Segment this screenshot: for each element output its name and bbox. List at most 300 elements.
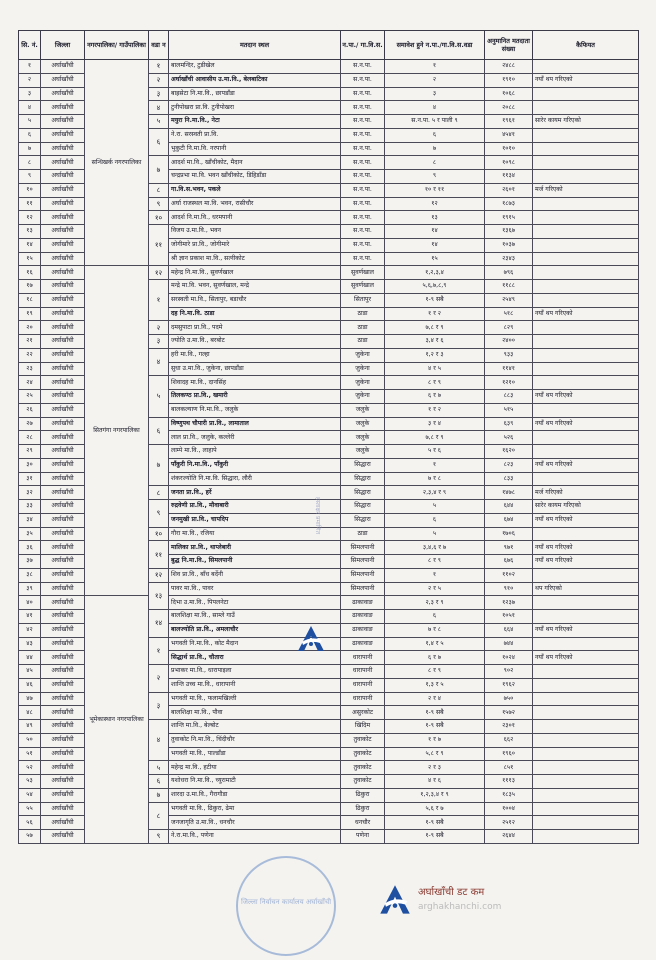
cell-remarks [533, 775, 639, 789]
cell-district: अर्घाखाँची [41, 720, 85, 734]
cell-type: स.न.पा. [341, 115, 385, 129]
cell-center: ने.रा.मा.वि., पणेना [169, 830, 341, 844]
cell-ward: ११ [149, 225, 169, 266]
cell-included: १ [385, 568, 485, 582]
cell-center: अर्घाखाँची आवासीय उ.मा.वि., बेलबाटिका [169, 73, 341, 87]
cell-voters: १०२४ [485, 651, 533, 665]
cell-ward: २ [149, 321, 169, 335]
cell-remarks [533, 335, 639, 349]
cell-remarks [533, 692, 639, 706]
cell-district: अर्घाखाँची [41, 610, 85, 624]
cell-district: अर्घाखाँची [41, 486, 85, 500]
cell-sn: ५ [19, 115, 41, 129]
table-body [19, 60, 639, 844]
cell-district: अर्घाखाँची [41, 183, 85, 197]
cell-center: गा.वि.स.भवन, पकले [169, 183, 341, 197]
cell-center: ने.रा. सरस्वती प्रा.वि. [169, 128, 341, 142]
cell-type: सिद्धारा [341, 458, 385, 472]
cell-center: पाँकुरी नि.मा.वि., पाँकुरी [169, 458, 341, 472]
cell-included: १-९ सबै [385, 816, 485, 830]
cell-sn: १६ [19, 266, 41, 280]
cell-remarks: नयाँ थप गरिएको [533, 623, 639, 637]
cell-included: १ र २ [385, 403, 485, 417]
cell-sn: ३४ [19, 513, 41, 527]
cell-voters: २५१२ [485, 816, 533, 830]
cell-voters: २४८८ [485, 60, 533, 74]
cell-included: ५ [385, 527, 485, 541]
cell-remarks [533, 87, 639, 101]
cell-remarks [533, 101, 639, 115]
cell-remarks [533, 197, 639, 211]
cell-sn: २६ [19, 403, 41, 417]
cell-included: ३ [385, 87, 485, 101]
cell-type: सितापुर [341, 293, 385, 307]
cell-remarks [533, 431, 639, 445]
cell-center: सरस्वती मा.वि., सितापुर, बडाचौर [169, 293, 341, 307]
cell-remarks [533, 830, 639, 844]
cell-type: ठाडा [341, 335, 385, 349]
cell-included: १० र ११ [385, 183, 485, 197]
cell-included: स.न.पा. ५ र पाली ९ [385, 115, 485, 129]
header-remarks: कैफियत [533, 31, 639, 60]
cell-included: ७ र ८ [385, 623, 485, 637]
cell-remarks [533, 761, 639, 775]
cell-district: अर्घाखाँची [41, 788, 85, 802]
cell-sn: ११ [19, 197, 41, 211]
cell-voters: १२३७ [485, 596, 533, 610]
cell-included: ८ र ९ [385, 665, 485, 679]
cell-included: ७,८ र ९ [385, 321, 485, 335]
cell-included: १-९ सबै [385, 706, 485, 720]
cell-voters: १९१५ [485, 211, 533, 225]
cell-remarks [533, 596, 639, 610]
cell-voters: १४७८ [485, 486, 533, 500]
cell-center: सिद्धार्थ प्रा.वि., चौतारा [169, 651, 341, 665]
cell-included: ५ र ६ [385, 445, 485, 459]
cell-ward: ८ [149, 486, 169, 500]
cell-type: स.न.पा. [341, 183, 385, 197]
cell-center: जोगीमारे प्रा.वि., जोगीमारे [169, 238, 341, 252]
cell-district: अर्घाखाँची [41, 747, 85, 761]
cell-type: तुवाकोट [341, 775, 385, 789]
cell-included: ७,८ र ९ [385, 431, 485, 445]
cell-voters: २३०१ [485, 720, 533, 734]
cell-ward: ४ [149, 348, 169, 376]
cell-district: अर्घाखाँची [41, 238, 85, 252]
cell-center: भगवती नि.मा.वि., कोट मैदान [169, 637, 341, 651]
cell-center: श्री ज्ञान प्रकाश मा.वि., सत्नीकोट [169, 252, 341, 266]
cell-type: ठाडा [341, 321, 385, 335]
header-type: न.पा./ गा.वि.स. [341, 31, 385, 60]
cell-voters: ५१५ [485, 403, 533, 417]
cell-type: स.न.पा. [341, 156, 385, 170]
cell-sn: ५४ [19, 788, 41, 802]
cell-remarks [533, 816, 639, 830]
cell-district: अर्घाखाँची [41, 665, 85, 679]
header-ward: वडा न [149, 31, 169, 60]
table-header-row [19, 31, 639, 60]
cell-district: अर्घाखाँची [41, 761, 85, 775]
cell-voters: ६४४ [485, 500, 533, 514]
cell-included: १३ [385, 211, 485, 225]
cell-remarks [533, 706, 639, 720]
cell-district: अर्घाखाँची [41, 403, 85, 417]
cell-district: अर्घाखाँची [41, 527, 85, 541]
cell-center: आदर्श नि.मा.वि., धरमपानी [169, 211, 341, 225]
cell-voters: ७९६ [485, 266, 533, 280]
cell-voters: २३४३ [485, 252, 533, 266]
cell-included: २,३ र ९ [385, 596, 485, 610]
cell-type: धनचौर [341, 816, 385, 830]
cell-included: १४ [385, 238, 485, 252]
cell-ward: ३ [149, 87, 169, 101]
cell-included: १५ [385, 252, 485, 266]
cell-type: स.न.पा. [341, 252, 385, 266]
cell-remarks: नयाँ थप गरिएको [533, 555, 639, 569]
cell-sn: १ [19, 60, 41, 74]
cell-ward: ७ [149, 788, 169, 802]
cell-sn: १८ [19, 293, 41, 307]
cell-included: ५,६,७,८,९ [385, 280, 485, 294]
cell-sn: ३५ [19, 527, 41, 541]
cell-center: गौरा मा.वि., रजिया [169, 527, 341, 541]
cell-sn: १३ [19, 225, 41, 239]
cell-sn: ४७ [19, 692, 41, 706]
table-row [19, 596, 639, 610]
cell-remarks [533, 445, 639, 459]
cell-district: अर्घाखाँची [41, 417, 85, 431]
brand-url[interactable]: arghakhanchi.com [418, 902, 502, 912]
cell-type: ठाडा [341, 527, 385, 541]
cell-center: प्रभाकर मा.वि., धारापाइला [169, 665, 341, 679]
cell-district: अर्घाखाँची [41, 637, 85, 651]
cell-ward: १ [149, 60, 169, 74]
cell-voters: १५७२ [485, 706, 533, 720]
cell-remarks [533, 170, 639, 184]
cell-voters: १८३५ [485, 788, 533, 802]
cell-included: १,२ र ३ [385, 348, 485, 362]
cell-ward: ६ [149, 417, 169, 445]
cell-center: शिवादह मा.वि., दानसिंह [169, 376, 341, 390]
cell-district: अर्घाखाँची [41, 348, 85, 362]
cell-ward: २ [149, 73, 169, 87]
cell-sn: ५३ [19, 775, 41, 789]
cell-voters: २६०१ [485, 183, 533, 197]
cell-voters: १२१० [485, 376, 533, 390]
cell-district: अर्घाखाँची [41, 211, 85, 225]
cell-type: जुकेना [341, 362, 385, 376]
cell-voters: ११८८ [485, 280, 533, 294]
cell-voters: ८२९ [485, 321, 533, 335]
cell-included: ७ [385, 142, 485, 156]
cell-voters: १११३ [485, 775, 533, 789]
cell-remarks [533, 403, 639, 417]
cell-ward: ८ [149, 183, 169, 197]
cell-included: ६ र ७ [385, 390, 485, 404]
cell-included: ६ [385, 128, 485, 142]
cell-sn: ५६ [19, 816, 41, 830]
cell-ward: ५ [149, 761, 169, 775]
cell-type: ढाकावाङ [341, 610, 385, 624]
cell-sn: २५ [19, 390, 41, 404]
cell-sn: ५२ [19, 761, 41, 775]
stamp-text: जिल्ला निर्वाचन कार्यालय अर्घाखाँची [240, 898, 332, 906]
cell-center: बालकल्याण नि.मा.वि., जलुके [169, 403, 341, 417]
cell-ward: ९ [149, 500, 169, 528]
cell-type: पणेना [341, 830, 385, 844]
cell-included: ९ [385, 170, 485, 184]
cell-ward: १० [149, 211, 169, 225]
cell-remarks [533, 128, 639, 142]
cell-center: भगवती मा.वि., ढिकुरा, ढेमा [169, 802, 341, 816]
cell-type: ढिकुरा [341, 788, 385, 802]
cell-center: भगवती मा.वि., पाल्डाँडा [169, 747, 341, 761]
cell-sn: १० [19, 183, 41, 197]
cell-ward: १३ [149, 582, 169, 610]
brand-tagline: अर्घाखाँची डट कम [418, 887, 485, 898]
cell-district: अर्घाखाँची [41, 87, 85, 101]
cell-voters: ६७४ [485, 513, 533, 527]
cell-center: मयुरा नि.मा.वि., नेटा [169, 115, 341, 129]
cell-district: अर्घाखाँची [41, 458, 85, 472]
cell-included: ८ र ९ [385, 555, 485, 569]
cell-voters: १०९८ [485, 156, 533, 170]
cell-sn: ४४ [19, 651, 41, 665]
cell-ward: १ [149, 280, 169, 321]
cell-center: बुद्ध नि.मा.वि., सिमलपानी [169, 555, 341, 569]
cell-center: भगवती मा.वि., फलामखिल्ती [169, 692, 341, 706]
cell-included: १-९ सबै [385, 720, 485, 734]
cell-type: सिद्धारा [341, 500, 385, 514]
cell-center: महेन्द्र मा.वि., हटीया [169, 761, 341, 775]
cell-type: स.न.पा. [341, 128, 385, 142]
cell-voters: १०१० [485, 142, 533, 156]
cell-sn: १५ [19, 252, 41, 266]
cell-type: सुवर्णखाल [341, 266, 385, 280]
cell-remarks: थप गरिएको [533, 582, 639, 596]
cell-ward: १२ [149, 266, 169, 280]
cell-included: २ र ४ [385, 692, 485, 706]
cell-district: अर्घाखाँची [41, 651, 85, 665]
cell-type: तुवाकोट [341, 761, 385, 775]
cell-voters: ११०२ [485, 568, 533, 582]
cell-type: जुकेना [341, 390, 385, 404]
cell-ward: १ [149, 637, 169, 665]
cell-included: ६ [385, 513, 485, 527]
cell-included: ४ र ५ [385, 362, 485, 376]
cell-voters: ११४१ [485, 362, 533, 376]
header-voters: अनुमानित मतदाता संख्या [485, 31, 533, 60]
cell-district: अर्घाखाँची [41, 582, 85, 596]
cell-voters: ६६४ [485, 623, 533, 637]
cell-ward: १० [149, 527, 169, 541]
cell-sn: ४५ [19, 665, 41, 679]
cell-district: अर्घाखाँची [41, 128, 85, 142]
cell-voters: ५१८ [485, 307, 533, 321]
cell-included: १ र २ [385, 307, 485, 321]
cell-remarks [533, 802, 639, 816]
cell-voters: १९६२ [485, 678, 533, 692]
cell-district: अर्घाखाँची [41, 335, 85, 349]
cell-center: दह नि.मा.वि. ठाडा [169, 307, 341, 321]
cell-included: ५ [385, 500, 485, 514]
cell-voters: ५२६ [485, 431, 533, 445]
cell-type: धारापानी [341, 651, 385, 665]
polling-station-table [18, 30, 639, 844]
cell-district: अर्घाखाँची [41, 197, 85, 211]
cell-sn: ३१ [19, 472, 41, 486]
cell-district: अर्घाखाँची [41, 830, 85, 844]
cell-included: ८ [385, 156, 485, 170]
cell-sn: ४९ [19, 720, 41, 734]
cell-ward: ३ [149, 335, 169, 349]
cell-sn: ८ [19, 156, 41, 170]
cell-included: १,४ र ५ [385, 637, 485, 651]
cell-sn: ३९ [19, 582, 41, 596]
cell-voters: ७५० [485, 692, 533, 706]
cell-sn: २९ [19, 445, 41, 459]
cell-included: ४ र ६ [385, 775, 485, 789]
cell-voters: ९१० [485, 582, 533, 596]
cell-remarks [533, 362, 639, 376]
cell-type: तुवाकोट [341, 733, 385, 747]
cell-sn: ४३ [19, 637, 41, 651]
cell-ward: ९ [149, 830, 169, 844]
cell-center: टुनीपोखरा प्रा.वि. टुनीपोखरा [169, 101, 341, 115]
cell-center: विजय उ.मा.वि., भवन [169, 225, 341, 239]
cell-sn: ६ [19, 128, 41, 142]
cell-type: जलुके [341, 417, 385, 431]
cell-included: ८ र ९ [385, 376, 485, 390]
watermark-logo-icon [296, 624, 326, 654]
cell-type: सिमलपानी [341, 555, 385, 569]
cell-type: जुकेना [341, 376, 385, 390]
cell-sn: १४ [19, 238, 41, 252]
cell-remarks [533, 788, 639, 802]
cell-remarks: मर्ज गरिएको [533, 183, 639, 197]
cell-remarks [533, 238, 639, 252]
cell-district: अर्घाखाँची [41, 73, 85, 87]
cell-type: सिमलपानी [341, 568, 385, 582]
cell-sn: १९ [19, 307, 41, 321]
cell-district: अर्घाखाँची [41, 362, 85, 376]
cell-included: २,३,४ र ९ [385, 486, 485, 500]
cell-sn: ४२ [19, 623, 41, 637]
cell-sn: ५७ [19, 830, 41, 844]
cell-remarks: नयाँ थप गरिएको [533, 541, 639, 555]
cell-voters: १९६० [485, 747, 533, 761]
cell-included: ७ र ८ [385, 472, 485, 486]
cell-center: तुवाकोट नि.मा.वि., चिंदीचौर [169, 733, 341, 747]
polling-table-sheet [18, 30, 638, 870]
cell-center: लाल प्रा.वि., जलुके, कल्लेरी [169, 431, 341, 445]
cell-remarks [533, 321, 639, 335]
cell-district: अर्घाखाँची [41, 472, 85, 486]
cell-remarks [533, 568, 639, 582]
cell-remarks [533, 733, 639, 747]
cell-type: ठाडा [341, 307, 385, 321]
cell-sn: ५१ [19, 747, 41, 761]
cell-ward: ५ [149, 376, 169, 417]
cell-voters: १०५१ [485, 610, 533, 624]
cell-sn: ४ [19, 101, 41, 115]
cell-center: बाह्रसेटा नि.मा.वि., छापडाँडा [169, 87, 341, 101]
cell-voters: ८८३ [485, 390, 533, 404]
cell-voters: १३६७ [485, 225, 533, 239]
cell-voters: २५४९ [485, 293, 533, 307]
cell-type: स.न.पा. [341, 60, 385, 74]
cell-included: १ [385, 60, 485, 74]
cell-type: जलुके [341, 431, 385, 445]
cell-district: अर्घाखाँची [41, 376, 85, 390]
cell-center: चन्द्रप्रभा मा.वि. भवन खाँचीकोट, डिहिडाँडा [169, 170, 341, 184]
cell-district: अर्घाखाँची [41, 225, 85, 239]
cell-center: जनजागृति उ.मा.वि., धनचौर [169, 816, 341, 830]
cell-sn: ५५ [19, 802, 41, 816]
cell-center: भुकुटी नि.मा.वि. नरपानी [169, 142, 341, 156]
cell-sn: ३६ [19, 541, 41, 555]
cell-voters: ७४४ [485, 637, 533, 651]
cell-type: सिद्धारा [341, 486, 385, 500]
cell-sn: २८ [19, 431, 41, 445]
cell-type: ढाकावाङ [341, 596, 385, 610]
cell-district: अर्घाखाँची [41, 555, 85, 569]
cell-remarks [533, 637, 639, 651]
cell-voters: ४५४१ [485, 128, 533, 142]
cell-remarks [533, 293, 639, 307]
cell-voters: १८७३ [485, 197, 533, 211]
table-row [19, 60, 639, 74]
cell-district: अर्घाखाँची [41, 623, 85, 637]
cell-district: अर्घाखाँची [41, 445, 85, 459]
cell-remarks [533, 60, 639, 74]
cell-remarks: नयाँ थप गरिएको [533, 417, 639, 431]
cell-sn: ३ [19, 87, 41, 101]
header-district: जिल्ला [41, 31, 85, 60]
cell-district: अर्घाखाँची [41, 170, 85, 184]
cell-center: यशोधरा नि.मा.वि., च्युरामाटी [169, 775, 341, 789]
cell-ward: ४ [149, 101, 169, 115]
cell-center: रुद्रवेणी प्रा.वि., मौवाबारी [169, 500, 341, 514]
cell-type: स.न.पा. [341, 225, 385, 239]
cell-remarks [533, 720, 639, 734]
cell-voters: १६२० [485, 445, 533, 459]
cell-voters: ६३९ [485, 417, 533, 431]
cell-sn: २३ [19, 362, 41, 376]
cell-remarks [533, 280, 639, 294]
cell-remarks [533, 156, 639, 170]
cell-center: बालमन्दिर, टुडीखेल [169, 60, 341, 74]
cell-remarks [533, 211, 639, 225]
cell-remarks [533, 610, 639, 624]
cell-remarks [533, 376, 639, 390]
cell-voters: ६७६ [485, 555, 533, 569]
cell-district: अर्घाखाँची [41, 775, 85, 789]
cell-type: स.न.पा. [341, 238, 385, 252]
cell-voters: ८३३ [485, 472, 533, 486]
cell-type: जुकेना [341, 348, 385, 362]
cell-district: अर्घाखाँची [41, 431, 85, 445]
cell-ward: १४ [149, 610, 169, 638]
cell-voters: २६४४ [485, 830, 533, 844]
cell-voters: १०६८ [485, 87, 533, 101]
cell-remarks: नयाँ थप गरिएको [533, 458, 639, 472]
cell-district: अर्घाखाँची [41, 678, 85, 692]
header-municipality: नगरपालिका/ गाउँपालिका [85, 31, 149, 60]
cell-sn: ४० [19, 596, 41, 610]
cell-remarks: नयाँ थप गरिएको [533, 390, 639, 404]
cell-remarks: नयाँ थप गरिएको [533, 307, 639, 321]
